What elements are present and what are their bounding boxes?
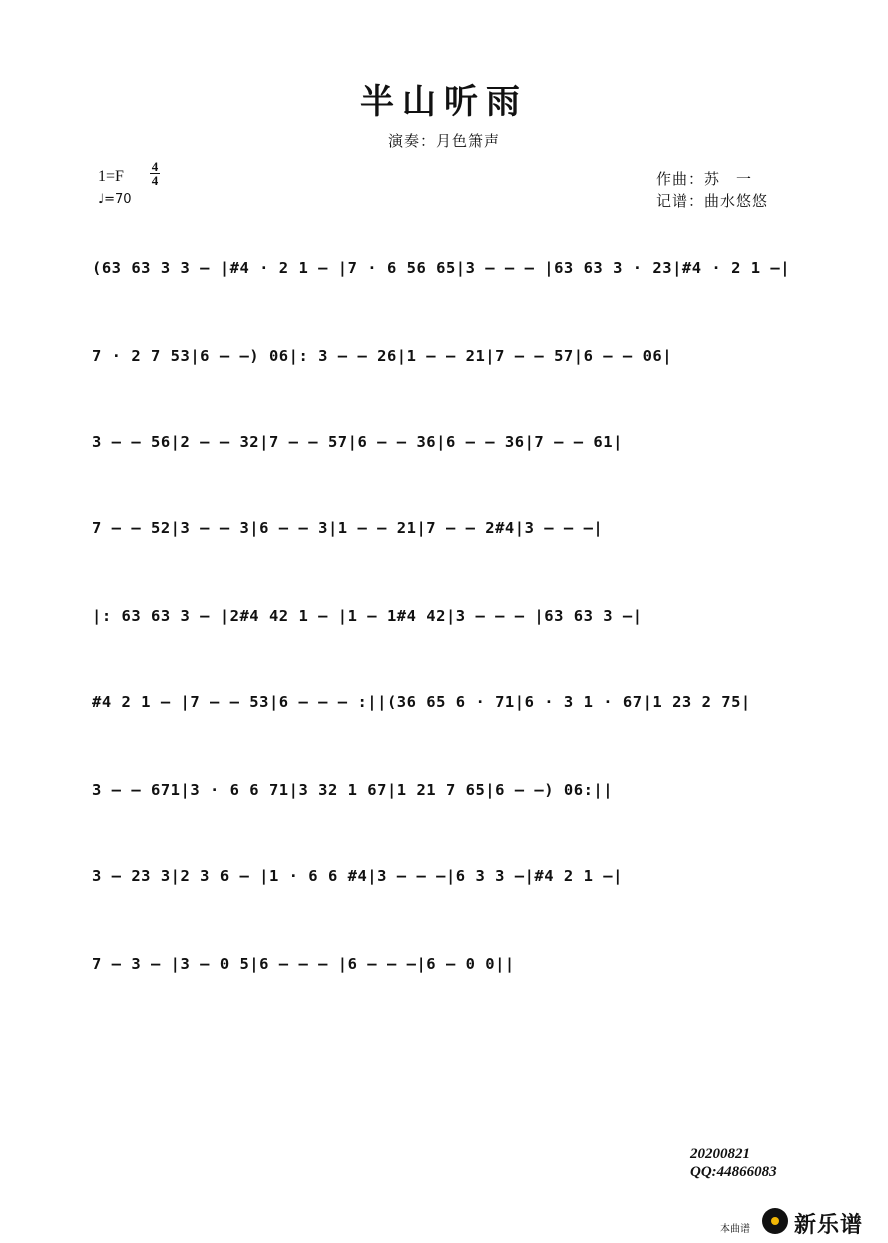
time-signature xyxy=(150,160,160,187)
composer-credit: 作曲：苏 一 xyxy=(656,170,753,188)
time-signature-bottom: 4 xyxy=(151,173,159,188)
staff-line: 3 – – 56|2 – – 32|7 – – 57|6 – – 36|6 – – 36|7 – – 61| xyxy=(92,433,623,451)
key-signature: 1=F xyxy=(98,168,124,185)
qq-contact: QQ:44866083 xyxy=(690,1164,777,1180)
staff-line: 7 – – 52|3 – – 3|6 – – 3|1 – – 21|7 – – 2#4|3 – – –| xyxy=(92,519,604,537)
transcriber-credit: 记谱：曲水悠悠 xyxy=(656,192,769,210)
staff-line: 7 · 2 7 53|6 – –) 06|: 3 – – 26|1 – – 21|7 – – 57|6 – – 06| xyxy=(92,347,673,365)
performer: 演奏：月色箫声 xyxy=(387,132,500,150)
staff-line: 7 – 3 – |3 – 0 5|6 – – – |6 – – –|6 – 0 0|| xyxy=(92,955,515,973)
time-signature-top: 4 xyxy=(151,159,159,174)
date-stamp: 20200821 xyxy=(690,1146,750,1162)
page-title: 半山听雨 xyxy=(360,82,528,122)
staff-line: (63 63 3 3 – |#4 · 2 1 – |7 · 6 56 65|3 – – – |63 63 3 · 23|#4 · 2 1 –| xyxy=(92,259,791,277)
staff-line: |: 63 63 3 – |2#4 42 1 – |1 – 1#4 42|3 – – – |63 63 3 –| xyxy=(92,607,643,625)
staff-line: 3 – – 671|3 · 6 6 71|3 32 1 67|1 21 7 65|6 – –) 06:|| xyxy=(92,781,614,799)
brand-name: 新乐谱 xyxy=(794,1213,864,1238)
record-logo-icon xyxy=(762,1208,788,1234)
tempo: ♩=70 xyxy=(98,192,132,207)
brand-note: 本曲谱 xyxy=(720,1224,750,1235)
staff-line: 3 – 23 3|2 3 6 – |1 · 6 6 #4|3 – – –|6 3 3 –|#4 2 1 –| xyxy=(92,867,623,885)
staff-line: #4 2 1 – |7 – – 53|6 – – – :||(36 65 6 · 71|6 · 3 1 · 67|1 23 2 75| xyxy=(92,693,751,711)
